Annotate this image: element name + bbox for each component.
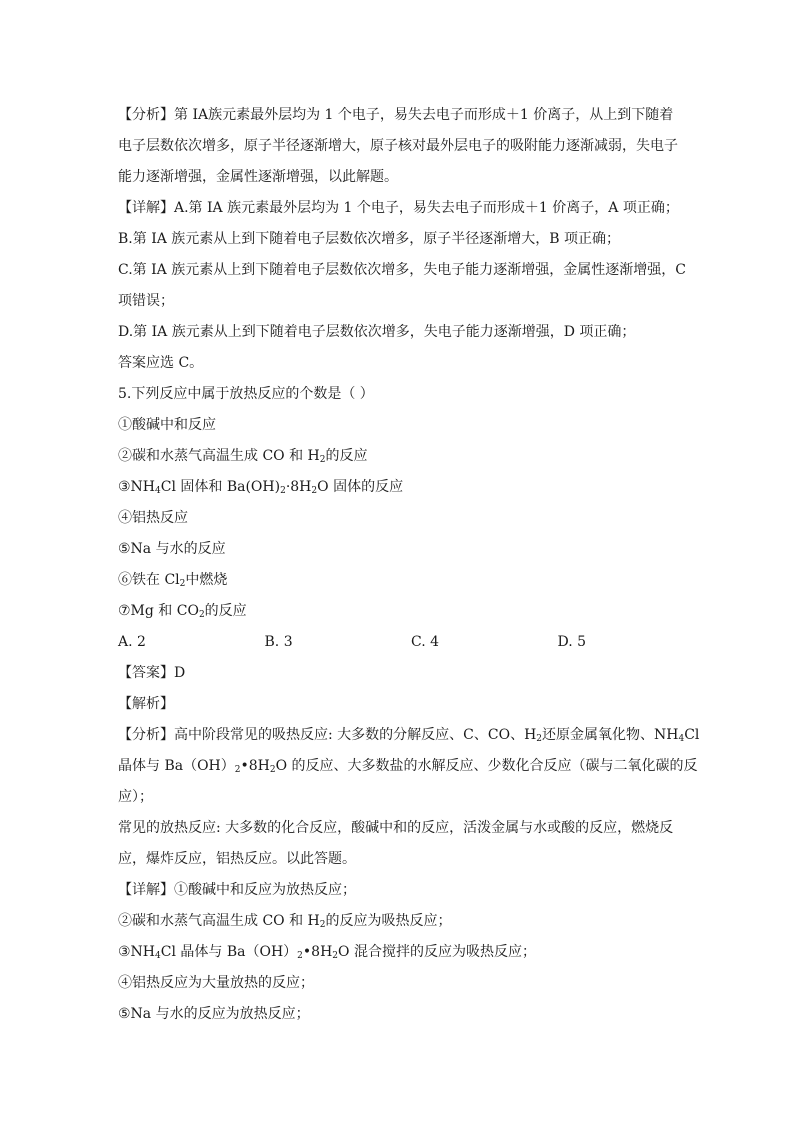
text-line: B.第 IA 族元素从上到下随着电子层数依次增多，原子半径逐渐增大，B 项正确； [118, 231, 621, 247]
explanation-heading: 【解析】 [118, 696, 174, 712]
text-line: 应）； [118, 789, 153, 805]
choice-c: C. 4 [411, 634, 440, 650]
text-line: 常见的放热反应: 大多数的化合反应，酸碱中和的反应，活泼金属与水或酸的反应，燃烧反 [118, 820, 674, 836]
question-item: ⑥铁在 $Cl_2$中燃烧 [118, 572, 228, 589]
text-line: 应，爆炸反应，铝热反应。以此答题。 [118, 851, 356, 867]
text-line: 电子层数依次增多，原子半径逐渐增大，原子核对最外层电子的吸附能力逐渐减弱，失电子 [118, 138, 678, 154]
text-line: ②碳和水蒸气高温生成 CO 和 $H_2$的反应为吸热反应； [118, 913, 452, 930]
text-line: 晶体与 $Ba(OH)_2•8H_2O$ 的反应、大多数盐的水解反应、少数化合反应（碳与二氧化碳的反 [118, 758, 698, 775]
text-line: 项错误； [118, 293, 174, 309]
explanation-analysis [118, 720, 704, 875]
question-item: ②碳和水蒸气高温生成 CO 和 $H_2$的反应 [118, 448, 368, 465]
text-line: 【详解】A.第 IA 族元素最外层均为 1 个电子，易失去电子而形成＋1 价离子，A 项正确； [118, 200, 679, 216]
question-item: ④铝热反应 [118, 510, 188, 526]
explanation-detail [118, 875, 704, 1030]
text-line: ⑤Na 与水的反应为放热反应； [118, 1006, 310, 1022]
text-line: D.第 IA 族元素从上到下随着电子层数依次增多，失电子能力逐渐增强，D 项正确； [118, 324, 636, 340]
text-line: 【分析】高中阶段常见的吸热反应: 大多数的分解反应、C、CO、$H_2$还原金属氧化物、$NH_4Cl$ [118, 727, 700, 744]
choice-a: A. 2 [118, 634, 146, 650]
choice-b: B. 3 [264, 634, 293, 650]
question-item: ①酸碱中和反应 [118, 417, 216, 433]
text-line: $③NH_4Cl$ 晶体与 $Ba(OH)_2•8H_2O$ 混合搅拌的反应为吸热反应； [118, 944, 536, 961]
text-line: 【分析】第 IA族元素最外层均为 1 个电子，易失去电子而形成＋1 价离子，从上到下随着 [118, 107, 674, 123]
answer-choices [118, 627, 704, 658]
text-line: C.第 IA 族元素从上到下随着电子层数依次增多，失电子能力逐渐增强，金属性逐渐增强，C [118, 262, 686, 278]
text-line: 【详解】①酸碱中和反应为放热反应； [118, 882, 356, 898]
choice-d: D. 5 [557, 634, 587, 650]
question-stem: 5.下列反应中属于放热反应的个数是（ ） [118, 386, 374, 402]
text-line: ④铝热反应为大量放热的反应； [118, 975, 314, 991]
question-item: ⑤Na 与水的反应 [118, 541, 226, 557]
answer-line: 【答案】D [118, 665, 186, 681]
text-line: 答案应选 C。 [118, 355, 204, 371]
question-item: $③NH_4Cl$ 固体和 $Ba(OH)_2\cdot 8H_2O$ 固体的反应 [118, 479, 404, 496]
analysis-section [118, 100, 704, 441]
text-line: 能力逐渐增强，金属性逐渐增强，以此解题。 [118, 169, 398, 185]
question-item: ⑦Mg 和 $CO_2$的反应 [118, 603, 247, 620]
